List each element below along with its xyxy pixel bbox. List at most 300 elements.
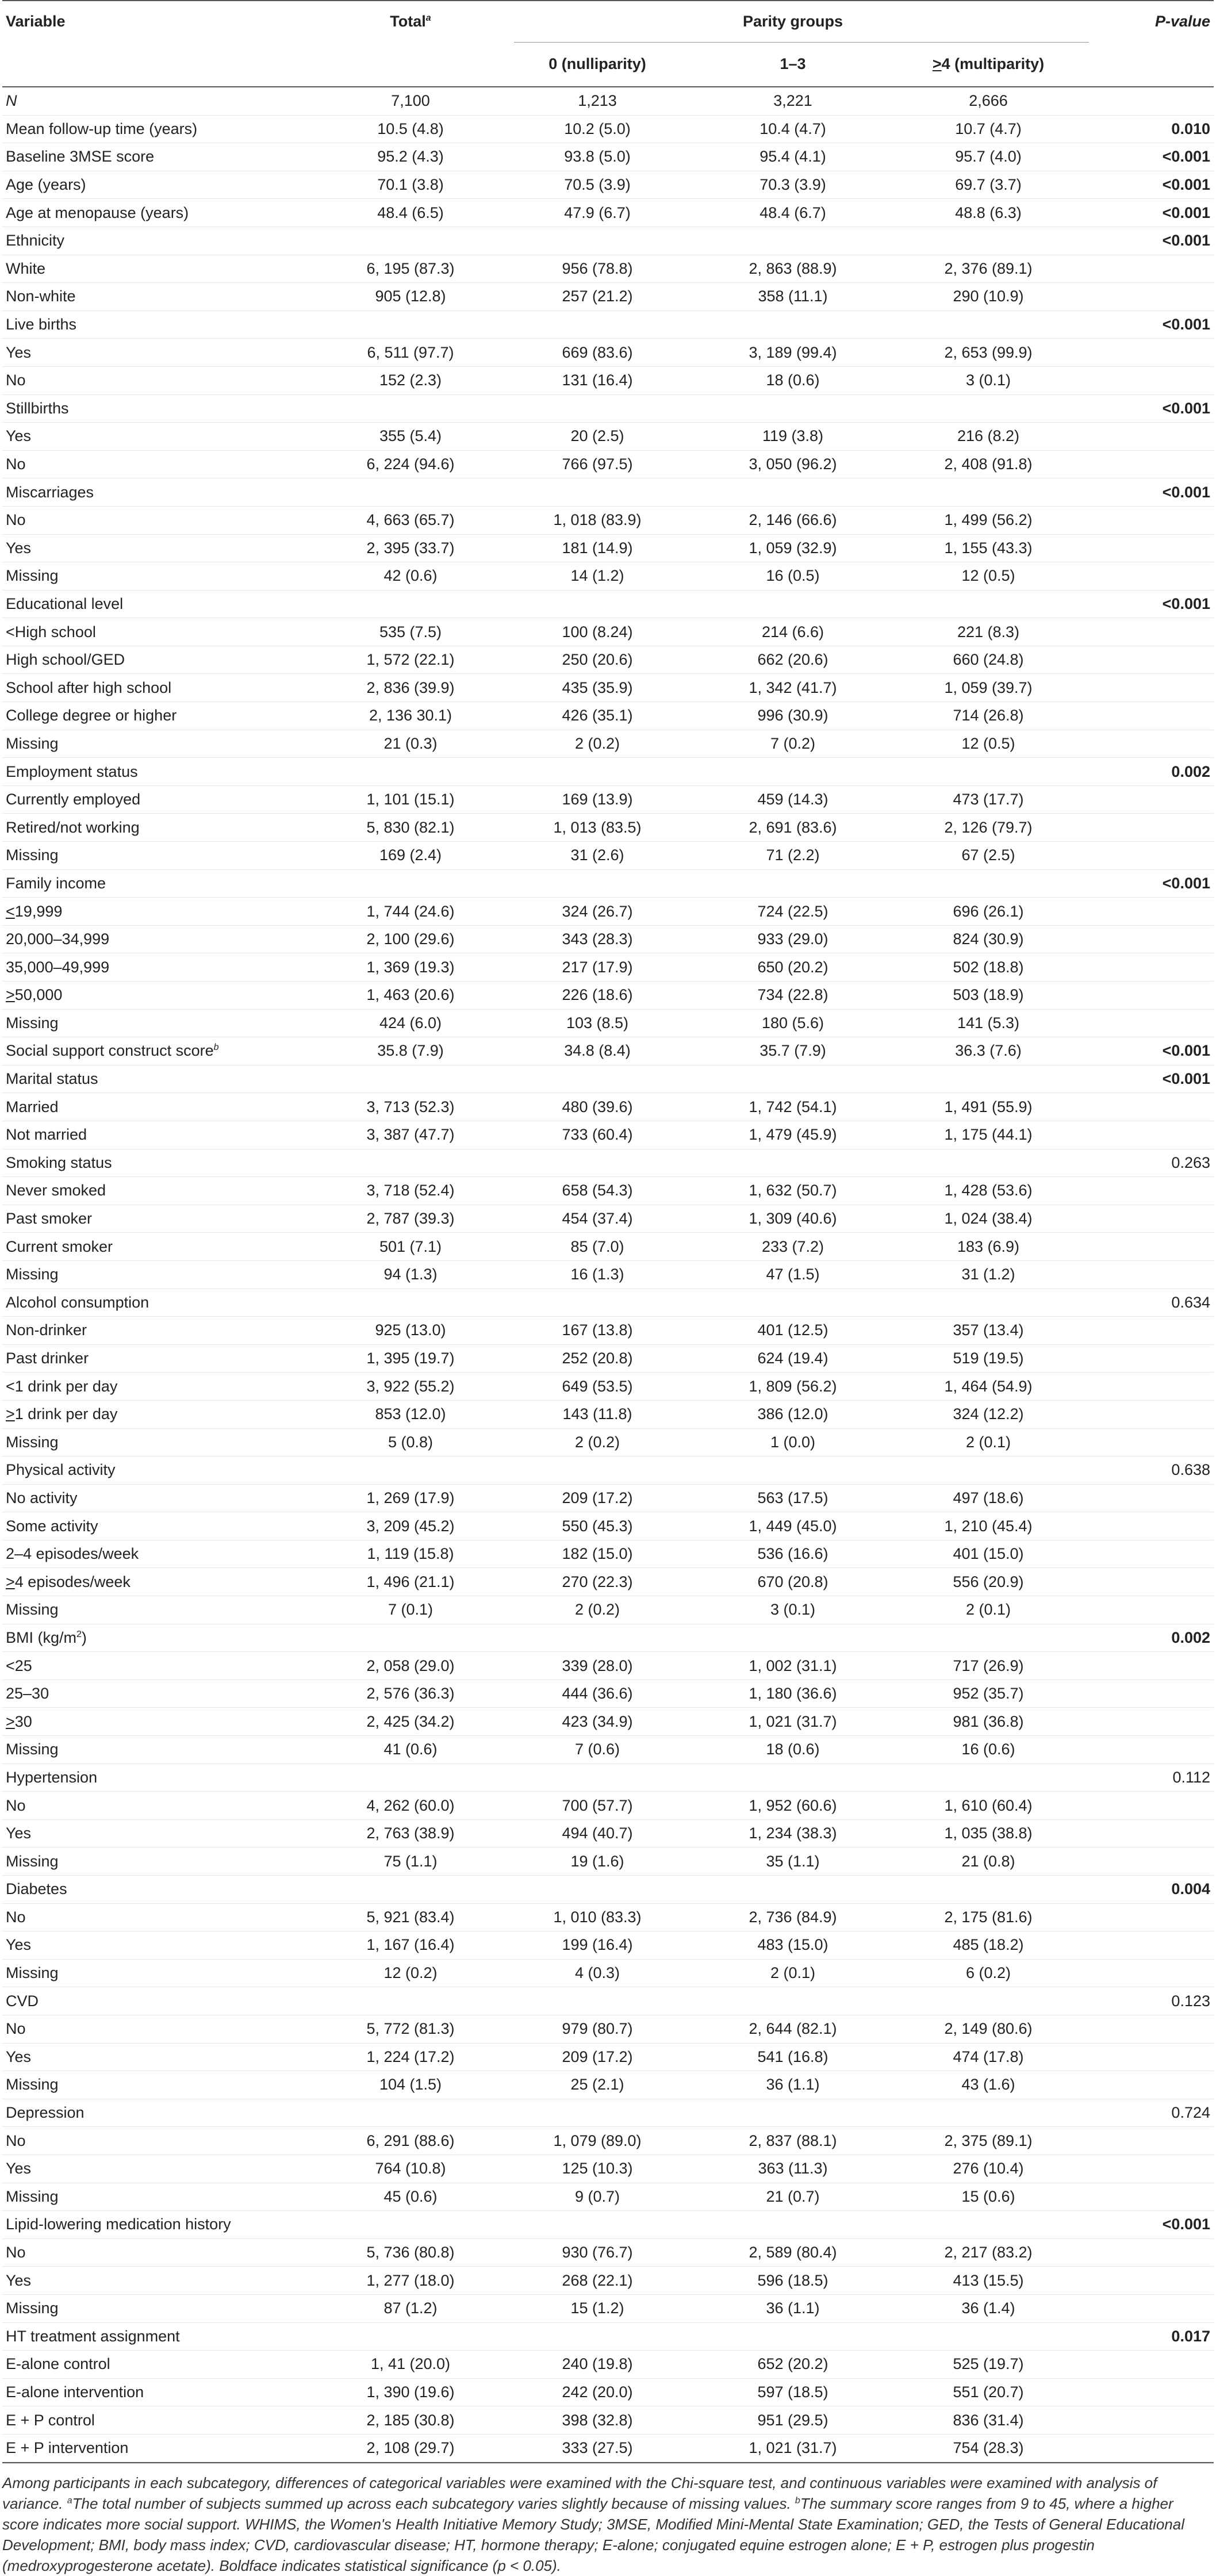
group-1-3-cell: 21 (0.7)	[766, 2187, 820, 2205]
table-row	[2, 450, 1214, 478]
pvalue-cell	[1089, 1708, 1214, 1736]
total-cell: 104 (1.5)	[379, 2076, 442, 2094]
group-1-3-cell: 624 (19.4)	[757, 1350, 828, 1367]
group-1-3-cell: 47 (1.5)	[766, 1266, 820, 1283]
multiparity-cell: 6 (0.2)	[965, 1964, 1011, 1982]
pvalue-cell: 0.724	[1171, 2104, 1210, 2122]
variable-label: Missing	[6, 2076, 59, 2094]
variable-label: Missing	[6, 567, 59, 585]
group-1-3-cell: 1, 002 (31.1)	[749, 1657, 837, 1674]
variable-cell	[2, 1149, 324, 1177]
pvalue-cell	[1089, 2294, 1214, 2322]
nulliparity-cell: 182 (15.0)	[562, 1545, 633, 1563]
table-row	[2, 2238, 1214, 2267]
total-cell: 21 (0.3)	[383, 734, 438, 752]
variable-label: Lipid-lowering medication history	[6, 2215, 231, 2233]
multiparity-cell: 754 (28.3)	[953, 2439, 1024, 2457]
table-row	[2, 646, 1214, 674]
variable-cell	[2, 618, 324, 646]
variable-label: No	[6, 511, 26, 529]
variable-label: 2–4 episodes/week	[6, 1545, 139, 1563]
variable-cell	[2, 1512, 324, 1540]
nulliparity-cell: 2 (0.2)	[574, 1433, 620, 1451]
parity-groups-header: Parity groups	[497, 1, 1089, 41]
variable-label: Family income	[6, 874, 106, 892]
variable-cell	[2, 227, 324, 255]
total-cell: 2, 787 (39.3)	[366, 1210, 455, 1228]
nulliparity-cell: 25 (2.1)	[570, 2076, 624, 2094]
multiparity-cell	[888, 310, 1089, 339]
variable-label: 35,000–49,999	[6, 958, 110, 976]
table-row	[2, 1093, 1214, 1121]
variable-cell	[2, 2127, 324, 2155]
variable-cell	[2, 1037, 324, 1065]
group-1-3-cell: 670 (20.8)	[757, 1573, 828, 1590]
total-cell	[324, 2099, 497, 2127]
multiparity-cell	[888, 2322, 1089, 2351]
multiparity-cell	[888, 1987, 1089, 2015]
group-1-3-cell: 1, 309 (40.6)	[749, 1210, 837, 1228]
variable-label: Missing	[6, 1433, 59, 1451]
variable-cell	[2, 1624, 324, 1652]
variable-cell	[2, 478, 324, 507]
multiparity-cell: 1, 499 (56.2)	[944, 511, 1033, 529]
total-cell: 2, 576 (36.3)	[366, 1685, 455, 1703]
multiparity-cell: 503 (18.9)	[953, 986, 1024, 1004]
variable-label: Age (years)	[6, 176, 86, 194]
pvalue-cell	[1089, 2378, 1214, 2406]
variable-label: Yes	[6, 539, 32, 557]
total-cell: 12 (0.2)	[383, 1964, 438, 1982]
table-row	[2, 1847, 1214, 1876]
group-1-3-cell: 1, 342 (41.7)	[749, 678, 837, 696]
total-cell	[324, 758, 497, 786]
multiparity-cell	[888, 1456, 1089, 1485]
pvalue-cell	[1089, 2351, 1214, 2379]
pvalue-cell	[1089, 2127, 1214, 2155]
group-1-3-cell: 401 (12.5)	[757, 1321, 828, 1339]
multiparity-cell: 2, 375 (89.1)	[944, 2132, 1033, 2149]
multiparity-cell: 12 (0.5)	[961, 567, 1015, 585]
group-1-3-cell: 119 (3.8)	[762, 427, 824, 445]
total-cell: 925 (13.0)	[375, 1321, 446, 1339]
pvalue-cell	[1089, 1680, 1214, 1708]
multiparity-cell: 67 (2.5)	[961, 846, 1015, 864]
table-row	[2, 2294, 1214, 2322]
variable-label: Hypertension	[6, 1768, 98, 1786]
multiparity-cell: 836 (31.4)	[953, 2411, 1024, 2429]
table-row	[2, 1876, 1214, 1904]
multiparity-cell: 16 (0.6)	[961, 1741, 1015, 1758]
pvalue-cell	[1089, 1540, 1214, 1568]
nulliparity-cell: 268 (22.1)	[562, 2271, 633, 2289]
multiparity-cell: 216 (8.2)	[957, 427, 1020, 445]
nulliparity-cell: 257 (21.2)	[562, 288, 633, 305]
table-row	[2, 255, 1214, 283]
group-1-3-cell	[698, 1876, 888, 1904]
total-cell: 3, 718 (52.4)	[366, 1182, 455, 1199]
variable-cell	[2, 842, 324, 870]
variable-cell	[2, 339, 324, 367]
variable-cell	[2, 730, 324, 758]
variable-cell	[2, 1289, 324, 1317]
table-row	[2, 1819, 1214, 1847]
variable-label: Non-drinker	[6, 1321, 87, 1339]
table-row	[2, 1400, 1214, 1428]
table-row	[2, 814, 1214, 842]
nulliparity-cell: 85 (7.0)	[570, 1237, 624, 1255]
multiparity-cell: 660 (24.8)	[953, 651, 1024, 669]
total-cell: 1, 224 (17.2)	[366, 2048, 455, 2065]
pvalue-cell: <0.001	[1162, 483, 1210, 501]
variable-cell	[2, 1373, 324, 1401]
pvalue-cell	[1089, 1009, 1214, 1037]
pvalue-cell: 0.634	[1171, 1293, 1210, 1311]
total-cell: 4, 262 (60.0)	[366, 1796, 455, 1814]
pvalue-cell	[1089, 506, 1214, 534]
group-1-3-cell: 951 (29.5)	[757, 2411, 828, 2429]
multiparity-cell: 1, 428 (53.6)	[944, 1182, 1033, 1199]
pvalue-cell	[1089, 87, 1214, 115]
total-cell: 6, 224 (94.6)	[366, 455, 455, 473]
variable-cell	[2, 1931, 324, 1960]
variable-label: No	[6, 455, 26, 473]
nulliparity-cell: 100 (8.24)	[562, 623, 633, 641]
total-cell: 424 (6.0)	[379, 1014, 442, 1032]
variable-label: <High school	[6, 623, 96, 641]
pvalue-cell	[1089, 2071, 1214, 2099]
total-cell: 41 (0.6)	[383, 1741, 438, 1758]
multiparity-cell: 290 (10.9)	[953, 288, 1024, 305]
table-row	[2, 1121, 1214, 1149]
table-row	[2, 1736, 1214, 1764]
group-1-3-cell: 2, 691 (83.6)	[749, 818, 837, 836]
total-cell	[324, 1764, 497, 1792]
pvalue-cell	[1089, 1205, 1214, 1233]
table-row	[2, 2351, 1214, 2379]
table-row	[2, 1540, 1214, 1568]
table-row	[2, 925, 1214, 953]
pvalue-cell: <0.001	[1162, 399, 1210, 417]
total-cell: 1, 119 (15.8)	[367, 1545, 454, 1563]
nulliparity-cell: 454 (37.4)	[562, 1210, 633, 1228]
table-row	[2, 1792, 1214, 1820]
table-row	[2, 1065, 1214, 1093]
multiparity-cell	[888, 869, 1089, 898]
nulliparity-cell: 766 (97.5)	[562, 455, 633, 473]
variable-label: Marital status	[6, 1070, 98, 1088]
table-row	[2, 869, 1214, 898]
nulliparity-cell: 169 (13.9)	[562, 791, 633, 808]
total-cell: 5 (0.8)	[388, 1433, 434, 1451]
nulliparity-cell: 435 (35.9)	[562, 678, 633, 696]
table-row	[2, 534, 1214, 562]
variable-label: White	[6, 259, 46, 277]
variable-label: Missing	[6, 2187, 59, 2205]
pvalue-cell	[1089, 1959, 1214, 1987]
pvalue-cell: 0.123	[1171, 1992, 1210, 2010]
total-cell: 3, 387 (47.7)	[366, 1126, 455, 1144]
table-row	[2, 1484, 1214, 1512]
table-row	[2, 2155, 1214, 2183]
variable-cell	[2, 450, 324, 478]
pvalue-header: P-value	[1089, 1, 1214, 41]
variable-cell	[2, 1400, 324, 1428]
pvalue-cell	[1089, 1512, 1214, 1540]
group-1-3-cell: 36 (1.1)	[766, 2299, 820, 2317]
pvalue-cell	[1089, 702, 1214, 730]
nulliparity-cell: 649 (53.5)	[562, 1377, 633, 1395]
variable-label: <1 drink per day	[6, 1377, 118, 1395]
group-1-3-cell: 1, 809 (56.2)	[749, 1377, 837, 1395]
nulliparity-cell: 167 (13.8)	[562, 1321, 633, 1339]
multiparity-cell: 824 (30.9)	[953, 930, 1024, 948]
table-row	[2, 1652, 1214, 1680]
nulliparity-cell: 1, 013 (83.5)	[553, 818, 642, 836]
group-1-3-cell	[698, 1065, 888, 1093]
variable-cell	[2, 674, 324, 702]
variable-label: Baseline 3MSE score	[6, 148, 155, 166]
total-cell: 7 (0.1)	[388, 1601, 434, 1619]
total-cell: 42 (0.6)	[383, 567, 438, 585]
table-row	[2, 87, 1214, 115]
group-1-3-cell: 1, 234 (38.3)	[749, 1824, 837, 1842]
variable-cell	[2, 534, 324, 562]
table-row	[2, 1959, 1214, 1987]
group-1-3-cell: 541 (16.8)	[757, 2048, 828, 2065]
nulliparity-cell	[497, 590, 698, 618]
variable-label: E-alone control	[6, 2355, 110, 2373]
variable-label: Non-white	[6, 288, 76, 305]
variable-label: Past smoker	[6, 1210, 93, 1228]
variable-cell	[2, 2155, 324, 2183]
variable-label: Retired/not working	[6, 818, 140, 836]
multiparity-cell: 221 (8.3)	[957, 623, 1020, 641]
group-1-3-cell: 1, 059 (32.9)	[749, 539, 837, 557]
variable-cell	[2, 2015, 324, 2043]
variable-label: >1 drink per day	[6, 1405, 118, 1423]
nulliparity-cell: 199 (16.4)	[562, 1936, 633, 1954]
table-row	[2, 1177, 1214, 1205]
nulliparity-cell: 494 (40.7)	[562, 1824, 633, 1842]
nulliparity-cell: 426 (35.1)	[562, 707, 633, 724]
nulliparity-cell: 2 (0.2)	[574, 734, 620, 752]
variable-superscript: b	[213, 1042, 219, 1053]
group-1-3-cell: 650 (20.2)	[757, 958, 828, 976]
pvalue-cell	[1089, 953, 1214, 982]
variable-cell	[2, 1233, 324, 1261]
table-row	[2, 1568, 1214, 1596]
variable-label: Miscarriages	[6, 483, 94, 501]
total-cell	[324, 2211, 497, 2239]
total-cell	[324, 869, 497, 898]
group-1-3-cell: 1, 021 (31.7)	[749, 2439, 837, 2457]
variable-cell	[2, 115, 324, 143]
pvalue-cell: 0.263	[1171, 1153, 1210, 1171]
pvalue-cell	[1089, 2238, 1214, 2267]
table-row	[2, 1764, 1214, 1792]
variable-label: College degree or higher	[6, 707, 177, 724]
variable-suffix: )	[81, 1628, 87, 1646]
variable-label: Social support construct score	[6, 1042, 214, 1060]
total-cell: 1, 496 (21.1)	[366, 1573, 455, 1590]
total-cell: 75 (1.1)	[383, 1852, 438, 1870]
nulliparity-cell: 339 (28.0)	[562, 1657, 633, 1674]
variable-cell	[2, 1819, 324, 1847]
nulliparity-cell: 252 (20.8)	[562, 1350, 633, 1367]
nulliparity-cell: 979 (80.7)	[562, 2020, 633, 2038]
group-1-3-cell	[698, 1987, 888, 2015]
total-cell: 152 (2.3)	[379, 371, 442, 389]
multiparity-cell: 714 (26.8)	[953, 707, 1024, 724]
variable-label: >4 episodes/week	[6, 1573, 131, 1590]
nulliparity-cell: 34.8 (8.4)	[564, 1042, 631, 1060]
pvalue-cell	[1089, 534, 1214, 562]
table-row	[2, 1317, 1214, 1345]
group-1-3-cell: 459 (14.3)	[757, 791, 828, 808]
table-row	[2, 2322, 1214, 2351]
variable-cell	[2, 1456, 324, 1485]
variable-cell	[2, 1680, 324, 1708]
total-cell: 3, 713 (52.3)	[366, 1098, 455, 1116]
pvalue-cell	[1089, 1344, 1214, 1373]
pvalue-cell	[1089, 1177, 1214, 1205]
variable-cell	[2, 1903, 324, 1931]
variable-cell	[2, 2183, 324, 2211]
pvalue-cell: <0.001	[1162, 232, 1210, 250]
multiparity-cell: 2, 376 (89.1)	[944, 259, 1033, 277]
table-row	[2, 562, 1214, 591]
table-row	[2, 1037, 1214, 1065]
nulliparity-cell: 343 (28.3)	[562, 930, 633, 948]
variable-cell	[2, 785, 324, 814]
group-1-3-cell: 2, 644 (82.1)	[749, 2020, 837, 2038]
header-empty-p	[1089, 41, 1214, 87]
group-1-3-cell: 95.4 (4.1)	[759, 148, 826, 166]
multiparity-cell: 2, 217 (83.2)	[944, 2244, 1033, 2261]
total-cell: 3, 922 (55.2)	[366, 1377, 455, 1395]
multiparity-cell	[888, 394, 1089, 423]
variable-label: 20,000–34,999	[6, 930, 110, 948]
group-1-3-cell: 483 (15.0)	[757, 1936, 828, 1954]
nulliparity-cell: 209 (17.2)	[562, 2048, 633, 2065]
table-row	[2, 283, 1214, 311]
nulliparity-cell	[497, 2099, 698, 2127]
variable-label: Educational level	[6, 595, 124, 612]
total-cell: 853 (12.0)	[375, 1405, 446, 1423]
group-1-3-cell	[698, 478, 888, 507]
multiparity-cell: 36.3 (7.6)	[955, 1042, 1022, 1060]
multiparity-cell: 2, 408 (91.8)	[944, 455, 1033, 473]
nulliparity-cell: 550 (45.3)	[562, 1517, 633, 1535]
total-cell: 5, 736 (80.8)	[366, 2244, 455, 2261]
pvalue-cell: 0.010	[1171, 120, 1210, 137]
group-1-3-cell: 724 (22.5)	[757, 902, 828, 920]
total-cell: 1, 463 (20.6)	[366, 986, 455, 1004]
group-1-3-cell: 214 (6.6)	[761, 623, 824, 641]
pvalue-cell: <0.001	[1162, 316, 1210, 334]
group-1-3-cell: 7 (0.2)	[770, 734, 816, 752]
multiparity-cell	[888, 1624, 1089, 1652]
pvalue-cell	[1089, 2183, 1214, 2211]
total-cell: 1, 572 (22.1)	[366, 651, 455, 669]
nulliparity-cell: 240 (19.8)	[562, 2355, 633, 2373]
multiparity-cell: 981 (36.8)	[953, 1712, 1024, 1730]
total-cell: 95.2 (4.3)	[377, 148, 444, 166]
group-1-3-cell: 1, 021 (31.7)	[749, 1712, 837, 1730]
pvalue-cell	[1089, 730, 1214, 758]
table-row	[2, 2127, 1214, 2155]
multiparity-cell: 3 (0.1)	[965, 371, 1011, 389]
table-row	[2, 898, 1214, 926]
nulliparity-cell: 324 (26.7)	[562, 902, 633, 920]
nulliparity-cell: 2 (0.2)	[574, 1601, 620, 1619]
total-cell: 6, 195 (87.3)	[366, 259, 455, 277]
total-cell: 5, 830 (82.1)	[366, 818, 455, 836]
table-row	[2, 1987, 1214, 2015]
multiparity-cell: 15 (0.6)	[961, 2187, 1015, 2205]
variable-label: Yes	[6, 2271, 32, 2289]
variable-label: No	[6, 2020, 26, 2038]
variable-label: Currently employed	[6, 791, 141, 808]
table-row	[2, 2071, 1214, 2099]
total-cell: 2, 763 (38.9)	[366, 1824, 455, 1842]
variable-label: 25–30	[6, 1685, 49, 1703]
table-footnote: Among participants in each subcategory, differences of categorical variables were examined with the Chi-square test, and continuous variables were examined with analysis of variance. $^a$The total number of subjects summed up across each subcategory varies slightly because of missing values. $^b$The summary score ranges from 9 to 45, where a higher score indicates more social support. WHIMS, the Women's Health Initiative Memory Study; 3MSE, Modified Mini-Mental State Examination; GED, the Tests of General Educational Development; BMI, body mass index; CVD, cardiovascular disease; HT, hormone therapy; E-alone; conjugated equine estrogen alone; E + P, estrogen plus progestin (medroxyprogesterone acetate). Boldface indicates statistical significance (p < 0.05).	[2, 2462, 1214, 2576]
multiparity-cell: 48.8 (6.3)	[955, 204, 1022, 221]
multiparity-cell	[888, 478, 1089, 507]
variable-label: Missing	[6, 734, 59, 752]
total-cell: 1, 390 (19.6)	[366, 2383, 455, 2401]
total-cell	[324, 478, 497, 507]
pvalue-cell	[1089, 842, 1214, 870]
group-1-3-cell: 3,221	[773, 92, 812, 110]
variable-label: Smoking status	[6, 1153, 112, 1171]
pvalue-cell	[1089, 1093, 1214, 1121]
variable-label: Stillbirths	[6, 399, 69, 417]
group-1-3-cell: 358 (11.1)	[758, 288, 828, 305]
group-1-3-cell: 36 (1.1)	[766, 2076, 820, 2094]
variable-label: >50,000	[6, 986, 63, 1004]
pvalue-cell	[1089, 450, 1214, 478]
variable-label: Alcohol consumption	[6, 1293, 149, 1311]
variable-cell	[2, 953, 324, 982]
multiparity-cell: 324 (12.2)	[953, 1405, 1024, 1423]
variable-cell	[2, 2043, 324, 2071]
header-empty-total	[324, 41, 497, 87]
group-1-3-cell: 996 (30.9)	[757, 707, 828, 724]
table-row	[2, 2211, 1214, 2239]
variable-cell	[2, 1596, 324, 1624]
multiparity-cell: 717 (26.9)	[953, 1657, 1024, 1674]
variable-label: Yes	[6, 427, 32, 445]
pvalue-cell: 0.112	[1172, 1768, 1210, 1786]
table-row	[2, 227, 1214, 255]
variable-cell	[2, 2099, 324, 2127]
multiparity-cell: 551 (20.7)	[953, 2383, 1024, 2401]
variable-label: Yes	[6, 1936, 32, 1954]
group-1-3-cell: 933 (29.0)	[757, 930, 828, 948]
total-cell: 94 (1.3)	[383, 1266, 438, 1283]
pvalue-cell	[1089, 674, 1214, 702]
group-1-3-cell	[698, 590, 888, 618]
group-1-3-cell: 652 (20.2)	[757, 2355, 828, 2373]
total-cell: 6, 511 (97.7)	[367, 343, 454, 361]
variable-cell	[2, 171, 324, 199]
nulliparity-cell: 733 (60.4)	[562, 1126, 633, 1144]
table-row	[2, 1680, 1214, 1708]
total-cell: 501 (7.1)	[379, 1237, 442, 1255]
